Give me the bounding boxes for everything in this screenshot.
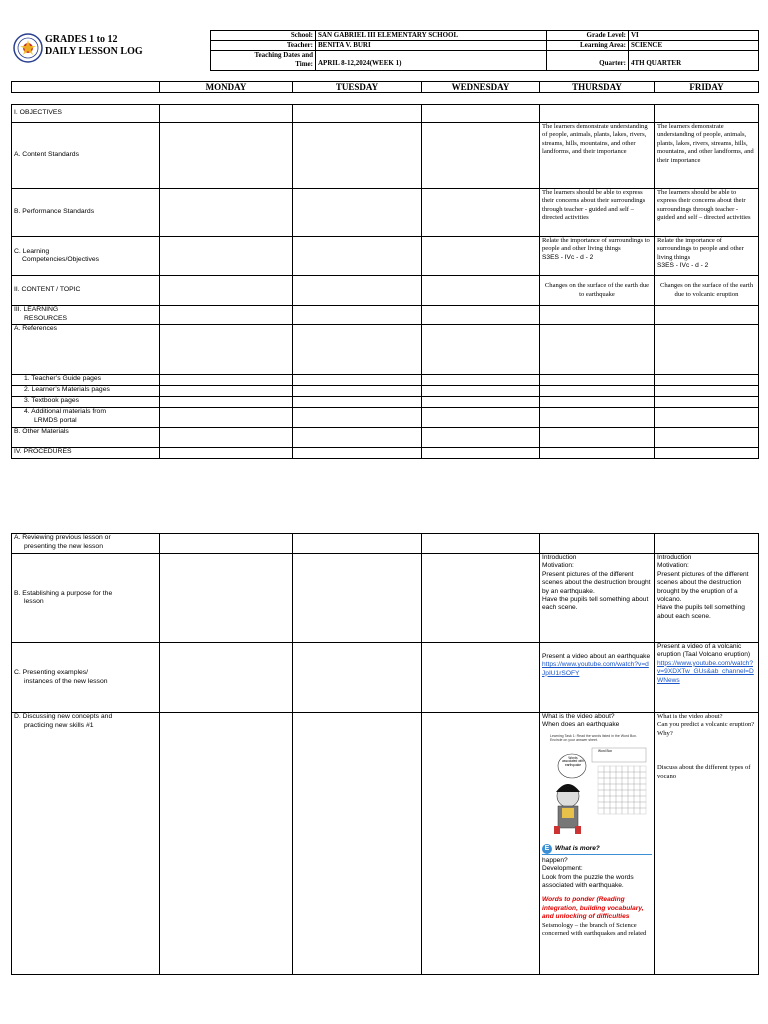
doc-title-line1: GRADES 1 to 12 (45, 34, 118, 45)
puzzle-grid-cell (616, 772, 622, 778)
quarter-value: 4TH QUARTER (629, 51, 759, 71)
puzzle-grid-cell (598, 766, 604, 772)
puzzle-grid-cell (598, 808, 604, 814)
earthquake-video-link[interactable]: https://www.youtube.com/watch?v=dJpIU1rSOFY (542, 661, 649, 677)
competencies-friday-code: S3ES - IVc - d - 2 (657, 262, 709, 270)
discussing-friday (655, 713, 759, 975)
puzzle-grid-cell (628, 766, 634, 772)
school-value: SAN GABRIEL III ELEMENTARY SCHOOL (316, 31, 547, 41)
quarter-label: Quarter: (547, 51, 629, 71)
puzzle-grid-cell (640, 796, 646, 802)
day-monday: MONDAY (160, 82, 293, 93)
puzzle-grid-cell (634, 772, 640, 778)
day-header-table (11, 81, 759, 93)
puzzle-grid-cell (628, 778, 634, 784)
puzzle-grid-cell (604, 802, 610, 808)
puzzle-grid-cell (622, 796, 628, 802)
puzzle-grid-cell (628, 802, 634, 808)
puzzle-grid-cell (616, 790, 622, 796)
other-materials-label: B. Other Materials (12, 428, 160, 448)
day-friday: FRIDAY (655, 82, 759, 93)
discussing-line1: D. Discussing new concepts and (14, 713, 113, 720)
deped-seal-logo (13, 33, 43, 63)
presenting-line1: C. Presenting examples/ (14, 669, 89, 676)
puzzle-illustration (542, 746, 650, 838)
puzzle-grid-cell (604, 796, 610, 802)
puzzle-grid-cell (634, 796, 640, 802)
content-standards-label: A. Content Standards (12, 123, 160, 189)
references-label: A. References (12, 325, 160, 375)
dates-label-line1: Teaching Dates and (254, 51, 313, 59)
performance-standards-friday: The learners should be able to express their concerns about their surroundings through teacher - guided and self – directed activities (655, 189, 759, 237)
topic-friday: Changes on the surface of the earth due to volcanic eruption (655, 276, 759, 306)
puzzle-grid-cell (622, 772, 628, 778)
puzzle-grid-cell (634, 778, 640, 784)
puzzle-grid-cell (622, 766, 628, 772)
puzzle-grid-cell (622, 808, 628, 814)
puzzle-grid-cell (622, 778, 628, 784)
competencies-thursday-text: Relate the importance of surroundings to people and other living things (542, 237, 650, 253)
puzzle-grid-cell (634, 808, 640, 814)
objectives-heading: I. OBJECTIVES (12, 105, 160, 123)
discussing-label (12, 713, 160, 975)
puzzle-grid-cell (628, 784, 634, 790)
puzzle-grid-cell (598, 784, 604, 790)
puzzle-grid-cell (610, 772, 616, 778)
day-header-blank (12, 82, 160, 93)
puzzle-grid-cell (634, 784, 640, 790)
learning-resources-label (12, 306, 160, 325)
puzzle-grid-cell (598, 778, 604, 784)
puzzle-grid-cell (622, 802, 628, 808)
puzzle-grid-cell (640, 784, 646, 790)
day-wednesday: WEDNESDAY (422, 82, 540, 93)
procedures-heading: IV. PROCEDURES (12, 448, 160, 459)
puzzle-grid-cell (634, 766, 640, 772)
puzzle-grid-cell (604, 808, 610, 814)
dates-value: APRIL 8-12,2024(WEEK 1) (316, 51, 547, 71)
puzzle-grid-cell (604, 784, 610, 790)
puzzle-grid-cell (640, 772, 646, 778)
words-to-ponder: Words to ponder (Reading integration, building vocabulary, and unlocking of difficulties (542, 896, 644, 921)
presenting-friday-text: Present a video of a volcanic eruption (Taal Volcano eruption) (657, 643, 751, 659)
textbook-pages-label: 3. Textbook pages (12, 397, 160, 408)
puzzle-speech: Words associated with earthquake (562, 755, 584, 767)
discussing-thursday-top: What is the video about? When does an earthquake (542, 713, 620, 729)
puzzle-grid-cell (616, 784, 622, 790)
puzzle-grid-cell (604, 778, 610, 784)
day-thursday: THURSDAY (540, 82, 655, 93)
additional-materials-label (12, 408, 160, 428)
presenting-label (12, 643, 160, 713)
volcano-video-link[interactable]: https://www.youtube.com/watch?v=9XDXTw_GUs&ab_channel=DWNews (657, 659, 754, 684)
seismology-definition: Seismology – the branch of Science concerned with earthquakes and related (542, 921, 647, 938)
day-tuesday: TUESDAY (293, 82, 422, 93)
puzzle-grid-cell (610, 802, 616, 808)
competencies-thursday (540, 237, 655, 276)
puzzle-grid-cell (604, 772, 610, 778)
puzzle-grid-cell (610, 766, 616, 772)
additional-materials-line1: 4. Additional materials from (24, 408, 106, 415)
learners-materials-label: 2. Learner’s Materials pages (12, 386, 160, 397)
puzzle-grid-cell (622, 784, 628, 790)
reviewing-label (12, 534, 160, 554)
competencies-label-line1: C. Learning (14, 247, 50, 255)
teachers-guide-label: 1. Teacher’s Guide pages (12, 375, 160, 386)
establishing-line1: B. Establishing a purpose for the (14, 589, 113, 597)
puzzle-grid-cell (610, 796, 616, 802)
puzzle-grid-cell (628, 772, 634, 778)
performance-standards-label: B. Performance Standards (12, 189, 160, 237)
puzzle-grid-cell (604, 790, 610, 796)
competencies-label-line2: Competencies/Objectives (22, 256, 100, 263)
area-value: SCIENCE (629, 41, 759, 51)
content-topic-label: II. CONTENT / TOPIC (12, 276, 160, 306)
teacher-value: BENITA V. BURI (316, 41, 547, 51)
grade-value: VI (629, 31, 759, 41)
what-is-more-banner (542, 844, 652, 855)
performance-standards-thursday: The learners should be able to express their concerns about their surroundings through teacher - guided and self – directed activities (540, 189, 655, 237)
puzzle-grid-cell (616, 778, 622, 784)
puzzle-grid-cell (610, 790, 616, 796)
reviewing-line1: A. Reviewing previous lesson or (14, 534, 111, 541)
lesson-table-part1 (11, 104, 759, 459)
puzzle-box-title: Word Box (598, 748, 612, 753)
learning-resources-line1: III. LEARNING (14, 306, 59, 313)
puzzle-grid-cell (610, 808, 616, 814)
competencies-friday-text: Relate the importance of surroundings to people and other living things (657, 237, 744, 261)
puzzle-caption: Learning Task 1: Read the words listed in the Word Box. Encircle on your answer sheet. (550, 733, 638, 742)
puzzle-grid-cell (634, 802, 640, 808)
puzzle-grid-cell (634, 790, 640, 796)
dates-label (211, 51, 316, 71)
lesson-table-part2 (11, 533, 759, 975)
puzzle-grid-cell (628, 808, 634, 814)
establishing-label (12, 554, 160, 643)
content-standards-friday: The learners demonstrate understanding of people, animals, plants, lakes, rivers, streams, hills, mountains, and other landforms, and their importance (655, 123, 759, 189)
establishing-thursday: Introduction Motivation: Present pictures of the different scenes about the destruction brought by an earthquake. Have the pupils tell something about each scene. (540, 554, 655, 643)
discussing-line2: practicing new skills #1 (24, 721, 94, 729)
topic-thursday: Changes on the surface of the earth due to earthquake (540, 276, 655, 306)
competencies-label (12, 237, 160, 276)
puzzle-grid-cell (640, 802, 646, 808)
word-puzzle-image (542, 732, 650, 842)
puzzle-grid-cell (640, 778, 646, 784)
puzzle-grid-cell (598, 790, 604, 796)
puzzle-grid-cell (628, 790, 634, 796)
discussing-thursday-bottom: happen? Development: Look from the puzzle the words associated with earthquake. (542, 856, 634, 890)
what-is-more-title: What is more? (555, 844, 600, 852)
reviewing-line2: presenting the new lesson (24, 542, 103, 550)
puzzle-grid-cell (616, 808, 622, 814)
discussing-friday-questions: What is the video about? Can you predict a volcanic eruption? Why? (657, 713, 755, 737)
what-is-more-badge: E (542, 844, 552, 854)
presenting-thursday (540, 643, 655, 713)
puzzle-grid-cell (640, 808, 646, 814)
dates-label-line2: Time: (295, 60, 313, 68)
puzzle-grid-cell (610, 784, 616, 790)
school-label: School: (211, 31, 316, 41)
teacher-label: Teacher: (211, 41, 316, 51)
establishing-line2: lesson (24, 598, 44, 605)
puzzle-grid-cell (628, 796, 634, 802)
puzzle-grid-cell (640, 790, 646, 796)
puzzle-grid-cell (622, 790, 628, 796)
puzzle-grid-cell (598, 802, 604, 808)
competencies-friday (655, 237, 759, 276)
additional-materials-line2: LRMDS portal (34, 416, 77, 424)
learning-resources-line2: RESOURCES (24, 314, 68, 322)
content-standards-thursday: The learners demonstrate understanding of people, animals, plants, lakes, rivers, streams, hills, mountains, and other landforms, and their importance (540, 123, 655, 189)
grade-label: Grade Level: (547, 31, 629, 41)
header-info-table (210, 30, 759, 71)
puzzle-grid-cell (640, 766, 646, 772)
doc-title-line2: DAILY LESSON LOG (45, 46, 143, 57)
competencies-thursday-code: S3ES - IVc - d - 2 (542, 253, 594, 261)
discussing-thursday (540, 713, 655, 975)
puzzle-grid-cell (598, 796, 604, 802)
puzzle-grid-cell (610, 778, 616, 784)
discussing-friday-types: Discuss about the different types of vocano (657, 764, 751, 780)
puzzle-grid-cell (598, 772, 604, 778)
presenting-friday (655, 643, 759, 713)
establishing-friday: Introduction Motivation: Present pictures of the different scenes about the destruction brought by the eruption of a volcano. Have the pupils tell something about each scene. (655, 554, 759, 643)
puzzle-grid-cell (616, 766, 622, 772)
presenting-thursday-text: Present a video about an earthquake (542, 653, 651, 660)
puzzle-grid-cell (604, 766, 610, 772)
presenting-line2: instances of the new lesson (24, 677, 108, 685)
area-label: Learning Area: (547, 41, 629, 51)
puzzle-grid-cell (616, 802, 622, 808)
puzzle-grid-cell (616, 796, 622, 802)
